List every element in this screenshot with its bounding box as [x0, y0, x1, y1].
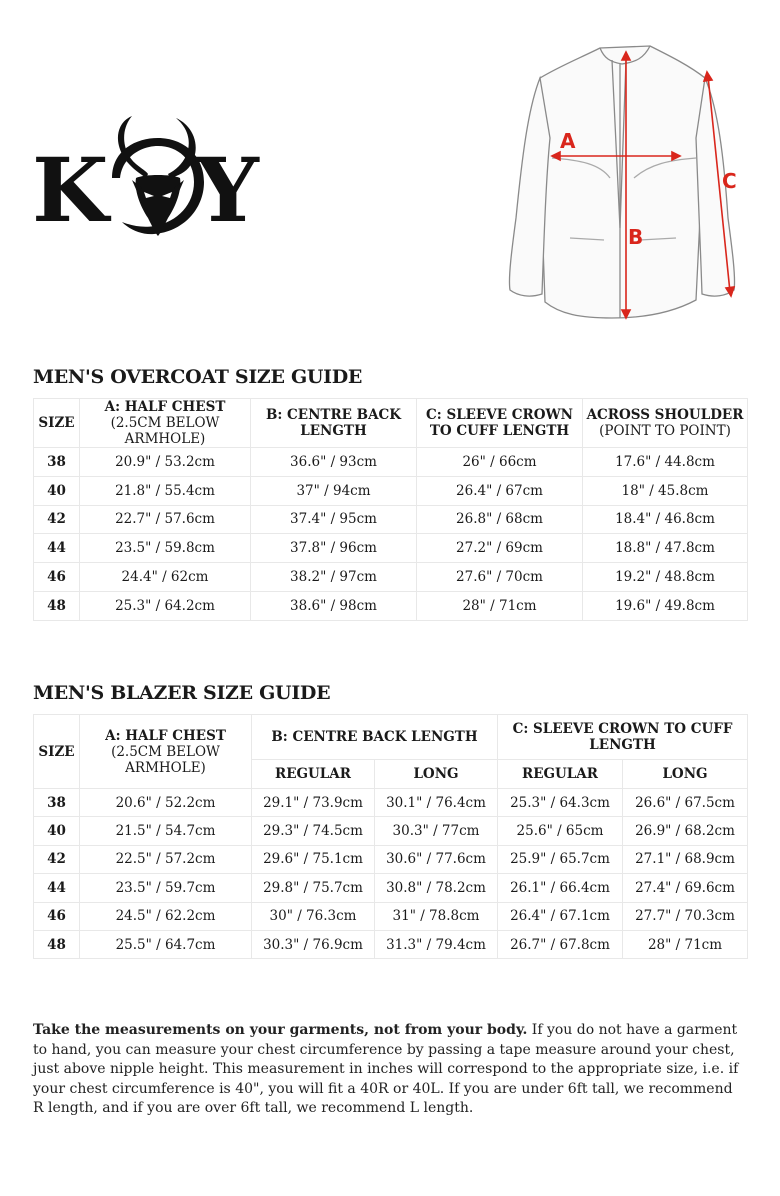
note-emphasis: Take the measurements on your garments, not from your body.	[33, 1022, 528, 1038]
label-a: A	[560, 129, 576, 153]
chest-cell: 23.5" / 59.8cm	[80, 534, 251, 563]
sleeve-regular-cell: 26.7" / 67.8cm	[498, 930, 623, 958]
sleeve-long-cell: 26.9" / 68.2cm	[623, 817, 748, 845]
back-regular-cell: 29.1" / 73.9cm	[252, 789, 375, 817]
back-regular-cell: 29.8" / 75.7cm	[252, 874, 375, 902]
sleeve-cell: 27.6" / 70cm	[417, 563, 583, 592]
sleeve-long-cell: 28" / 71cm	[623, 930, 748, 958]
sleeve-cell: 26.4" / 67cm	[417, 476, 583, 505]
sleeve-regular-cell: 25.6" / 65cm	[498, 817, 623, 845]
brand-logo	[30, 108, 275, 248]
header-back-long: LONG	[375, 760, 498, 789]
header-half-chest: A: HALF CHEST (2.5CM BELOW ARMHOLE)	[80, 715, 252, 789]
size-cell: 40	[34, 476, 80, 505]
sleeve-long-cell: 26.6" / 67.5cm	[623, 789, 748, 817]
back-regular-cell: 29.6" / 75.1cm	[252, 845, 375, 873]
size-cell: 42	[34, 505, 80, 534]
back-long-cell: 30.3" / 77cm	[375, 817, 498, 845]
sleeve-regular-cell: 26.1" / 66.4cm	[498, 874, 623, 902]
jacket-measurement-diagram	[500, 38, 750, 328]
size-cell: 46	[34, 563, 80, 592]
back-cell: 37" / 94cm	[251, 476, 417, 505]
back-cell: 37.4" / 95cm	[251, 505, 417, 534]
header-size: SIZE	[34, 399, 80, 448]
sleeve-long-cell: 27.4" / 69.6cm	[623, 874, 748, 902]
back-long-cell: 31.3" / 79.4cm	[375, 930, 498, 958]
table-row	[34, 563, 748, 592]
overcoat-title: MEN'S OVERCOAT SIZE GUIDE	[33, 366, 363, 388]
chest-cell: 22.7" / 57.6cm	[80, 505, 251, 534]
header-sleeve: C: SLEEVE CROWN TO CUFF LENGTH	[417, 399, 583, 448]
table-row	[34, 817, 748, 845]
sleeve-cell: 27.2" / 69cm	[417, 534, 583, 563]
back-cell: 36.6" / 93cm	[251, 448, 417, 477]
chest-cell: 20.9" / 53.2cm	[80, 448, 251, 477]
size-cell: 38	[34, 448, 80, 477]
blazer-size-table	[33, 714, 748, 959]
sleeve-regular-cell: 26.4" / 67.1cm	[498, 902, 623, 930]
sleeve-cell: 26.8" / 68cm	[417, 505, 583, 534]
header-back-regular: REGULAR	[252, 760, 375, 789]
logo-letter-y: Y	[196, 138, 257, 242]
back-regular-cell: 29.3" / 74.5cm	[252, 817, 375, 845]
sleeve-cell: 28" / 71cm	[417, 591, 583, 620]
sleeve-regular-cell: 25.9" / 65.7cm	[498, 845, 623, 873]
sleeve-long-cell: 27.1" / 68.9cm	[623, 845, 748, 873]
header-sleeve: C: SLEEVE CROWN TO CUFF LENGTH	[498, 715, 748, 760]
chest-cell: 22.5" / 57.2cm	[80, 845, 252, 873]
table-row	[34, 534, 748, 563]
table-row	[34, 874, 748, 902]
back-long-cell: 30.1" / 76.4cm	[375, 789, 498, 817]
header-centre-back: B: CENTRE BACK LENGTH	[252, 715, 498, 760]
shoulder-cell: 18.4" / 46.8cm	[583, 505, 748, 534]
shoulder-cell: 18.8" / 47.8cm	[583, 534, 748, 563]
blazer-title: MEN'S BLAZER SIZE GUIDE	[33, 682, 331, 704]
back-regular-cell: 30.3" / 76.9cm	[252, 930, 375, 958]
header-size: SIZE	[34, 715, 80, 789]
back-long-cell: 30.8" / 78.2cm	[375, 874, 498, 902]
size-cell: 48	[34, 930, 80, 958]
table-row	[34, 448, 748, 477]
shoulder-cell: 18" / 45.8cm	[583, 476, 748, 505]
sleeve-regular-cell: 25.3" / 64.3cm	[498, 789, 623, 817]
logo-letter-k: K	[32, 138, 107, 242]
table-row	[34, 930, 748, 958]
measurement-note	[33, 1021, 747, 1119]
back-regular-cell: 30" / 76.3cm	[252, 902, 375, 930]
header-across-shoulder: ACROSS SHOULDER (POINT TO POINT)	[583, 399, 748, 448]
size-cell: 38	[34, 789, 80, 817]
size-cell: 40	[34, 817, 80, 845]
shoulder-cell: 17.6" / 44.8cm	[583, 448, 748, 477]
chest-cell: 23.5" / 59.7cm	[80, 874, 252, 902]
table-row	[34, 505, 748, 534]
header-sleeve-long: LONG	[623, 760, 748, 789]
label-b: B	[628, 225, 644, 249]
header-centre-back: B: CENTRE BACK LENGTH	[251, 399, 417, 448]
size-cell: 44	[34, 874, 80, 902]
back-long-cell: 31" / 78.8cm	[375, 902, 498, 930]
note-text: If you do not have a garment to hand, you can measure your chest circumference by passing a tape measure around your chest, just above nipple height. This measurement in inches will correspond to the appropriate size, i.e. if your chest circumference is 40", you will fit a 40R or 40L. If you are under 6ft tall, we recommend R length, and if you are over 6ft tall, we recommend L length.	[33, 1022, 739, 1117]
back-cell: 37.8" / 96cm	[251, 534, 417, 563]
chest-cell: 24.5" / 62.2cm	[80, 902, 252, 930]
table-row	[34, 902, 748, 930]
size-cell: 42	[34, 845, 80, 873]
label-c: C	[722, 169, 737, 193]
table-row	[34, 476, 748, 505]
table-row	[34, 845, 748, 873]
header-half-chest: A: HALF CHEST (2.5CM BELOW ARMHOLE)	[80, 399, 251, 448]
size-cell: 48	[34, 591, 80, 620]
chest-cell: 24.4" / 62cm	[80, 563, 251, 592]
table-row	[34, 789, 748, 817]
size-cell: 46	[34, 902, 80, 930]
header-sleeve-regular: REGULAR	[498, 760, 623, 789]
chest-cell: 21.8" / 55.4cm	[80, 476, 251, 505]
chest-cell: 25.5" / 64.7cm	[80, 930, 252, 958]
sleeve-long-cell: 27.7" / 70.3cm	[623, 902, 748, 930]
shoulder-cell: 19.2" / 48.8cm	[583, 563, 748, 592]
chest-cell: 20.6" / 52.2cm	[80, 789, 252, 817]
back-cell: 38.2" / 97cm	[251, 563, 417, 592]
sleeve-cell: 26" / 66cm	[417, 448, 583, 477]
shoulder-cell: 19.6" / 49.8cm	[583, 591, 748, 620]
chest-cell: 25.3" / 64.2cm	[80, 591, 251, 620]
back-long-cell: 30.6" / 77.6cm	[375, 845, 498, 873]
table-row	[34, 591, 748, 620]
chest-cell: 21.5" / 54.7cm	[80, 817, 252, 845]
back-cell: 38.6" / 98cm	[251, 591, 417, 620]
overcoat-size-table	[33, 398, 748, 621]
size-cell: 44	[34, 534, 80, 563]
